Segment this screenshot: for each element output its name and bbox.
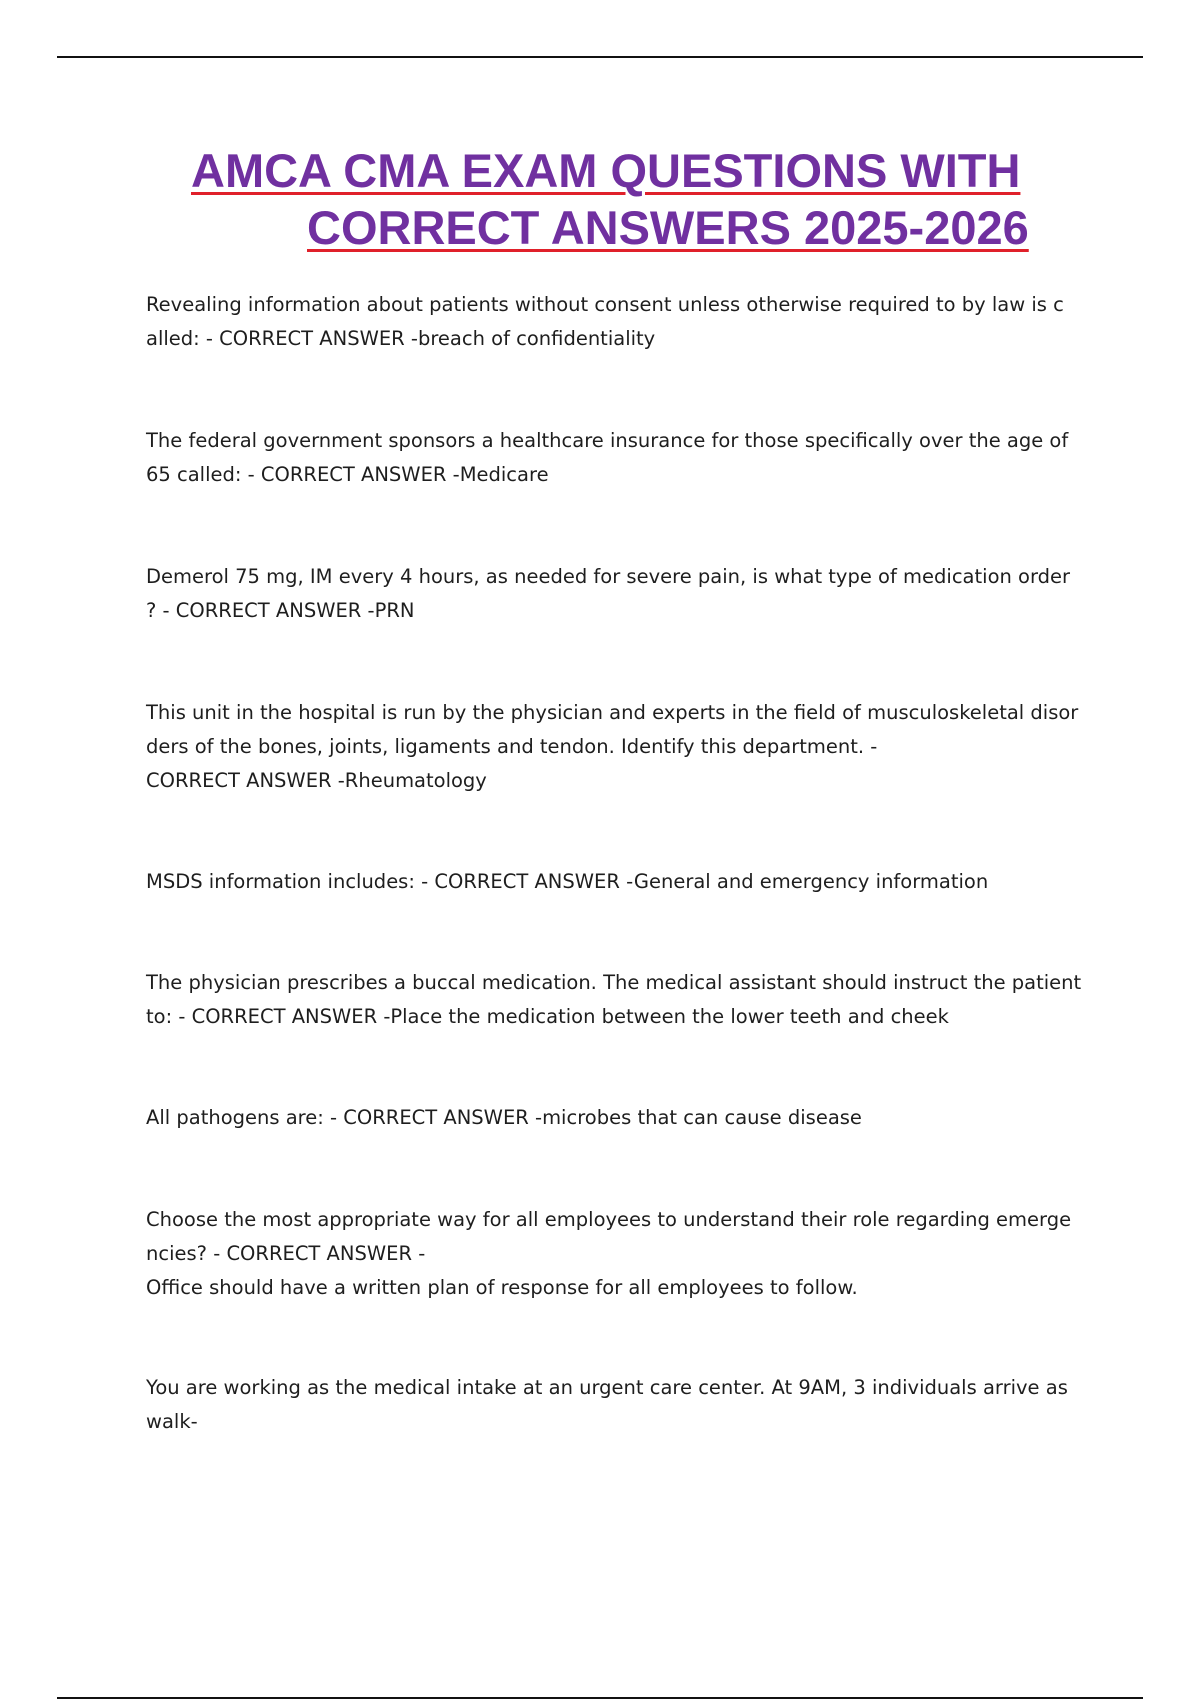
qa-item: MSDS information includes: - CORRECT ANSWER -General and emergency information [146, 870, 989, 893]
qa-item: The federal government sponsors a healthcare insurance for those specifically over the age of 65 called: - CORRECT ANSWER -Medicare [146, 429, 1069, 486]
title-line-1: AMCA CMA EXAM QUESTIONS WITH [191, 144, 1021, 197]
qa-item: This unit in the hospital is run by the physician and experts in the field of musculoskeletal disor ders of the bones, joints, ligaments and tendon. Identify this department. - CORRECT ANSWER -Rheumatology [146, 701, 1079, 792]
qa-item: Choose the most appropriate way for all employees to understand their role regarding emerge ncies? - CORRECT ANSWER - Office should have a written plan of response for all employees to follow. [146, 1208, 1072, 1299]
qa-item: Revealing information about patients without consent unless otherwise required to by law is c alled: - CORRECT ANSWER -breach of confidentiality [146, 293, 1064, 350]
qa-item: All pathogens are: - CORRECT ANSWER -microbes that can cause disease [146, 1106, 862, 1129]
document-title [0, 142, 1200, 256]
qa-item: The physician prescribes a buccal medication. The medical assistant should instruct the patient to: - CORRECT ANSWER -Place the medication between the lower teeth and cheek [146, 971, 1082, 1028]
qa-item: You are working as the medical intake at an urgent care center. At 9AM, 3 individuals arrive as walk- [146, 1376, 1068, 1433]
qa-item: Demerol 75 mg, IM every 4 hours, as needed for severe pain, is what type of medication order ? - CORRECT ANSWER -PRN [146, 565, 1071, 622]
title-line-2: CORRECT ANSWERS 2025-2026 [307, 201, 1029, 254]
top-rule [57, 56, 1143, 58]
bottom-rule [57, 1697, 1143, 1699]
